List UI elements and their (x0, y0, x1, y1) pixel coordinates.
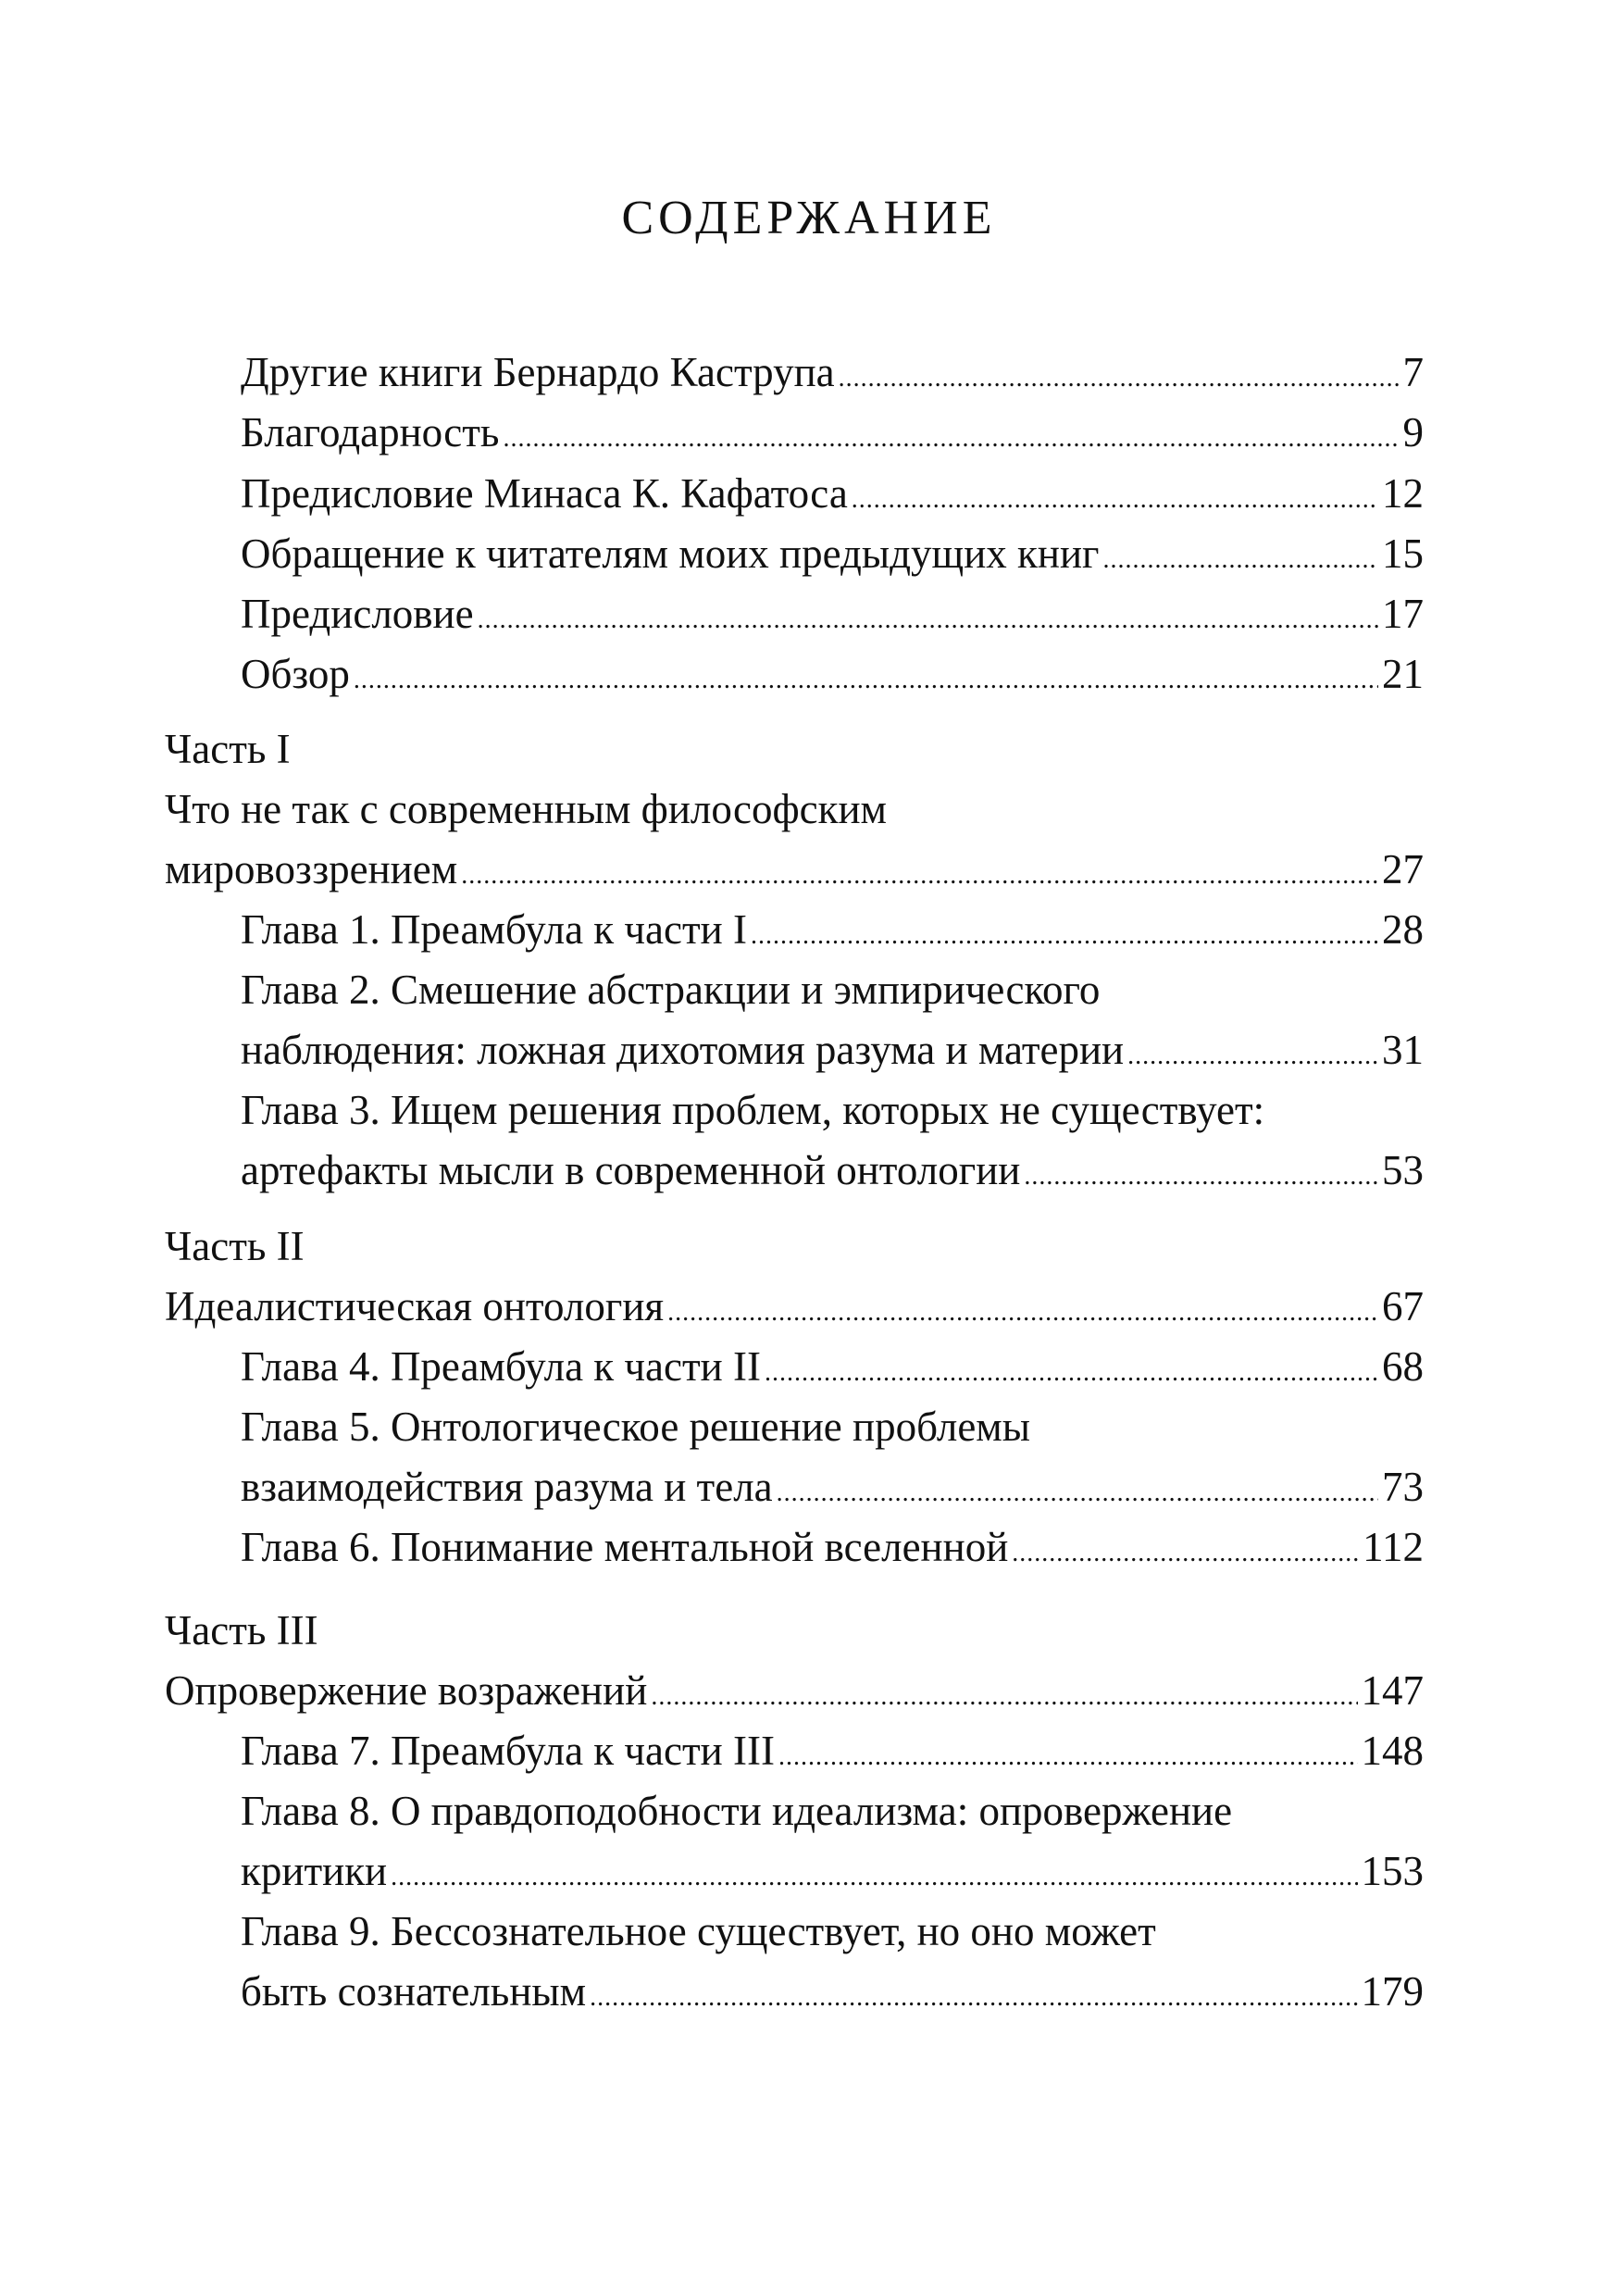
dot-leader (765, 1342, 1378, 1403)
dot-leader (391, 1847, 1357, 1907)
chapter-entry-text: Глава 5. Онтологическое решение проблемы (241, 1404, 1031, 1450)
part-title[interactable] (165, 840, 1424, 900)
chapter-entry[interactable] (241, 1457, 1424, 1517)
chapter-entry[interactable] (241, 900, 1424, 960)
page-number: 148 (1361, 1728, 1424, 1774)
dot-leader (839, 348, 1400, 408)
chapter-entry (241, 1902, 1424, 1962)
part-title-text: Идеалистическая онтология (165, 1283, 665, 1329)
page-number: 27 (1382, 846, 1424, 892)
part-label-text: Часть I (165, 726, 291, 772)
page-number: 31 (1382, 1027, 1424, 1073)
chapter-entry[interactable] (241, 1517, 1424, 1578)
page-number: 7 (1402, 349, 1424, 395)
dot-leader (478, 590, 1378, 650)
page-number: 15 (1382, 530, 1424, 577)
page-number: 112 (1363, 1524, 1424, 1570)
chapter-entry[interactable] (241, 1962, 1424, 2022)
toc-entry-text: Обращение к читателям моих предыдущих книг (241, 530, 1100, 577)
page-title: СОДЕРЖАНИЕ (621, 192, 997, 244)
toc-entry[interactable] (241, 644, 1424, 705)
chapter-entry-text: Глава 8. О правдоподобности идеализма: опровержение (241, 1788, 1233, 1834)
chapter-entry (241, 1781, 1424, 1841)
chapter-entry-text: артефакты мысли в современной онтологии (241, 1147, 1021, 1193)
chapter-entry-text: Глава 7. Преамбула к части III (241, 1728, 775, 1774)
dot-leader (777, 1463, 1378, 1523)
toc-entry[interactable] (241, 464, 1424, 524)
page-number: 17 (1382, 591, 1424, 637)
part-title (165, 780, 1424, 840)
dot-leader (503, 408, 1399, 468)
toc-entry-text: Предисловие Минаса К. Кафатоса (241, 470, 848, 517)
toc-entry-text: Предисловие (241, 591, 474, 637)
page-number: 21 (1382, 651, 1424, 697)
toc-entry-text: Другие книги Бернардо Каструпа (241, 349, 835, 395)
chapter-entry (241, 1397, 1424, 1457)
chapter-entry[interactable] (241, 1141, 1424, 1201)
chapter-entry-text: Глава 1. Преамбула к части I (241, 906, 747, 953)
toc-entry[interactable] (241, 524, 1424, 584)
toc-entry-text: Благодарность (241, 409, 500, 455)
part-title-text: Опровержение возражений (165, 1667, 648, 1714)
dot-leader (1012, 1523, 1359, 1583)
chapter-entry-text: Глава 3. Ищем решения проблем, которых не существует: (241, 1087, 1265, 1133)
part-title[interactable] (165, 1277, 1424, 1337)
chapter-entry-text: критики (241, 1848, 388, 1894)
chapter-entry-text: Глава 6. Понимание ментальной вселенной (241, 1524, 1009, 1570)
dot-leader (778, 1727, 1358, 1787)
chapter-entry-text: взаимодействия разума и тела (241, 1464, 773, 1510)
part-label-text: Часть II (165, 1223, 305, 1269)
chapter-entry[interactable] (241, 1841, 1424, 1902)
part-title[interactable] (165, 1661, 1424, 1721)
chapter-entry (241, 960, 1424, 1020)
chapter-entry[interactable] (241, 1020, 1424, 1080)
part-title-text: Что не так с современным философским (165, 786, 888, 832)
part-label (165, 1601, 1424, 1661)
chapter-entry-text: быть сознательным (241, 1968, 587, 2015)
page-number: 147 (1361, 1667, 1424, 1714)
toc-entry[interactable] (241, 403, 1424, 463)
chapter-entry-text: Глава 9. Бессознательное существует, но оно может (241, 1908, 1156, 1954)
part-label (165, 1217, 1424, 1277)
page-number: 68 (1382, 1343, 1424, 1390)
toc-entry[interactable] (241, 343, 1424, 403)
chapter-entry[interactable] (241, 1337, 1424, 1397)
dot-leader (751, 905, 1378, 966)
page-number: 53 (1382, 1147, 1424, 1193)
dot-leader (852, 469, 1378, 530)
page-number: 12 (1382, 470, 1424, 517)
page-number: 67 (1382, 1283, 1424, 1329)
part-label (165, 719, 1424, 780)
dot-leader (651, 1666, 1357, 1727)
dot-leader (1103, 530, 1378, 590)
page-number: 28 (1382, 906, 1424, 953)
page-number: 179 (1361, 1968, 1424, 2015)
part-label-text: Часть III (165, 1607, 318, 1653)
dot-leader (354, 650, 1378, 710)
chapter-entry[interactable] (241, 1721, 1424, 1781)
chapter-entry-text: наблюдения: ложная дихотомия разума и материи (241, 1027, 1125, 1073)
chapter-entry (241, 1080, 1424, 1141)
dot-leader (1127, 1026, 1378, 1086)
chapter-entry-text: Глава 4. Преамбула к части II (241, 1343, 761, 1390)
chapter-entry-text: Глава 2. Смешение абстракции и эмпирического (241, 967, 1101, 1013)
toc-entry[interactable] (241, 584, 1424, 644)
dot-leader (590, 1967, 1357, 2028)
dot-leader (461, 845, 1378, 905)
dot-leader (1024, 1146, 1378, 1206)
page-number: 153 (1361, 1848, 1424, 1894)
page-number: 73 (1382, 1464, 1424, 1510)
part-title-text: мировоззрением (165, 846, 458, 892)
toc-entry-text: Обзор (241, 651, 350, 697)
dot-leader (667, 1282, 1378, 1342)
page-number: 9 (1402, 409, 1424, 455)
